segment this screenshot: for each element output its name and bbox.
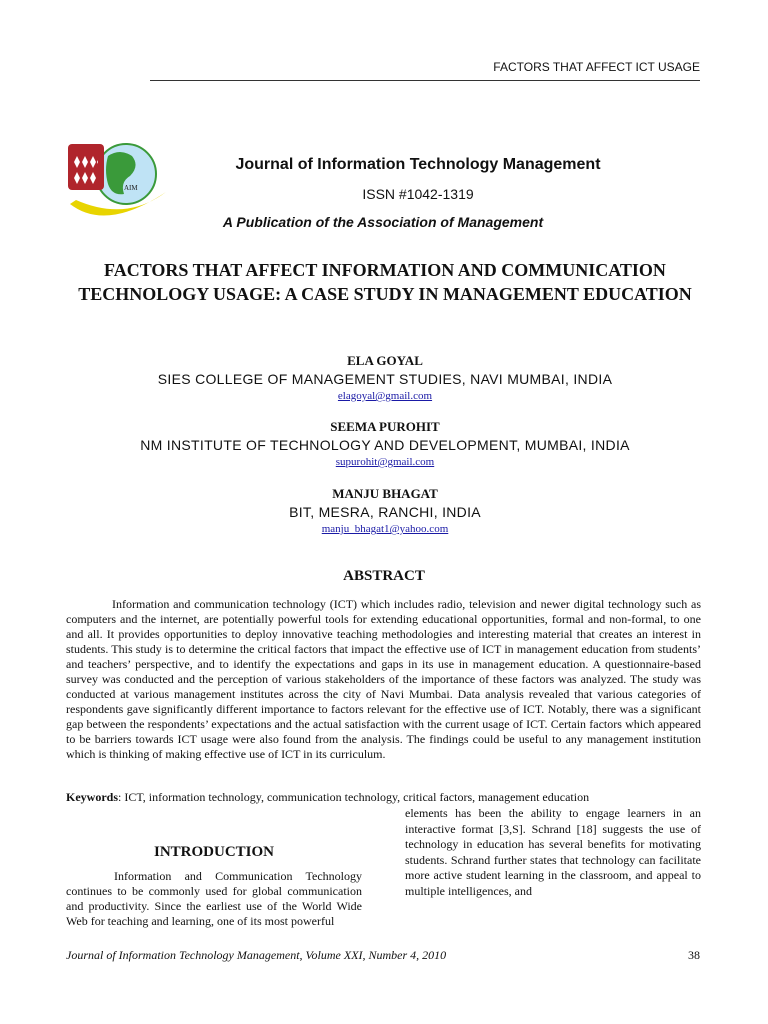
introduction-heading: INTRODUCTION: [153, 844, 274, 860]
keywords-line: [66, 790, 706, 805]
abstract-heading: ABSTRACT: [343, 568, 425, 584]
author-email-link[interactable]: elagoyal@gmail.com: [337, 390, 433, 402]
introduction-right-column: elements has been the ability to engage learners in an interactive format [3,S]. Schrand [18] suggests the use of technology in education has several benefits for motivating students. Schrand further states that technology can facilitate more active student learning in the classroom, and appeal to multiple intelligences, and: [405, 806, 701, 898]
journal-name: Journal of Information Technology Management: [235, 156, 601, 173]
author-name: ELA GOYAL: [347, 353, 423, 368]
author-block: [80, 485, 690, 537]
author-email-link[interactable]: manju_bhagat1@yahoo.com: [321, 523, 449, 535]
author-affiliation: NM INSTITUTE OF TECHNOLOGY AND DEVELOPMENT, MUMBAI, INDIA: [140, 437, 630, 453]
author-block: [80, 352, 690, 404]
introduction-left-column: [66, 869, 362, 930]
abstract-body: [66, 597, 701, 762]
paper-title: FACTORS THAT AFFECT INFORMATION AND COMMUNICATION TECHNOLOGY USAGE: A CASE STUDY IN MANAGEMENT EDUCATION: [78, 260, 692, 304]
footer-citation: Journal of Information Technology Management, Volume XXI, Number 4, 2010: [66, 948, 447, 962]
publication-line: A Publication of the Association of Management: [222, 214, 544, 230]
logo-caption: AIM: [124, 184, 138, 192]
introduction-left-text: Information and Communication Technology continues to be commonly used for global communication and productivity. Since the earliest use of the World Wide Web for teaching and learning, one of its most powerful: [66, 869, 362, 928]
header-rule: [150, 80, 700, 81]
journal-issn: ISSN #1042-1319: [362, 186, 474, 202]
author-affiliation: SIES COLLEGE OF MANAGEMENT STUDIES, NAVI MUMBAI, INDIA: [157, 371, 613, 387]
author-name: SEEMA PUROHIT: [330, 419, 440, 434]
author-email-link[interactable]: supurohit@gmail.com: [335, 456, 435, 468]
keywords-label: Keywords: [66, 790, 118, 804]
author-name: MANJU BHAGAT: [332, 486, 438, 501]
abstract-text: Information and communication technology (ICT) which includes radio, television and newer digital technology such as computers and the internet, are potentially powerful tools for extending educational opportunities, formal and non-formal, to one and all. It provides opportunities to deploy innovative teaching methodologies and interesting material that creates an interest in students. This study is to determine the critical factors that impact the effective use of ICT in management education from students’ and teachers’ perspective, and to identify the expectations and gaps in its use in management education. A questionnaire-based survey was conducted and the perception of various stakeholders of the importance of these factors was analyzed. The study was conducted at various management institutes across the city of Navi Mumbai. Data analysis revealed that various categories of respondents gave significantly different importance to factors relevant for the effective use of ICT. Notably, there was a significant gap between the respondents’ expectations and the actual satisfaction with the current usage of ICT. Certain factors which appeared to be barriers towards ICT usage were also found from the analysis. The findings could be useful to any management institution which is thinking of making effective use of ICT in its curriculum.: [66, 597, 701, 761]
author-block: [80, 418, 690, 470]
page-number: 38: [688, 948, 700, 962]
keywords-text: : ICT, information technology, communication technology, critical factors, management education: [118, 790, 590, 804]
running-head: FACTORS THAT AFFECT ICT USAGE: [493, 60, 700, 74]
author-affiliation: BIT, MESRA, RANCHI, INDIA: [289, 504, 481, 520]
